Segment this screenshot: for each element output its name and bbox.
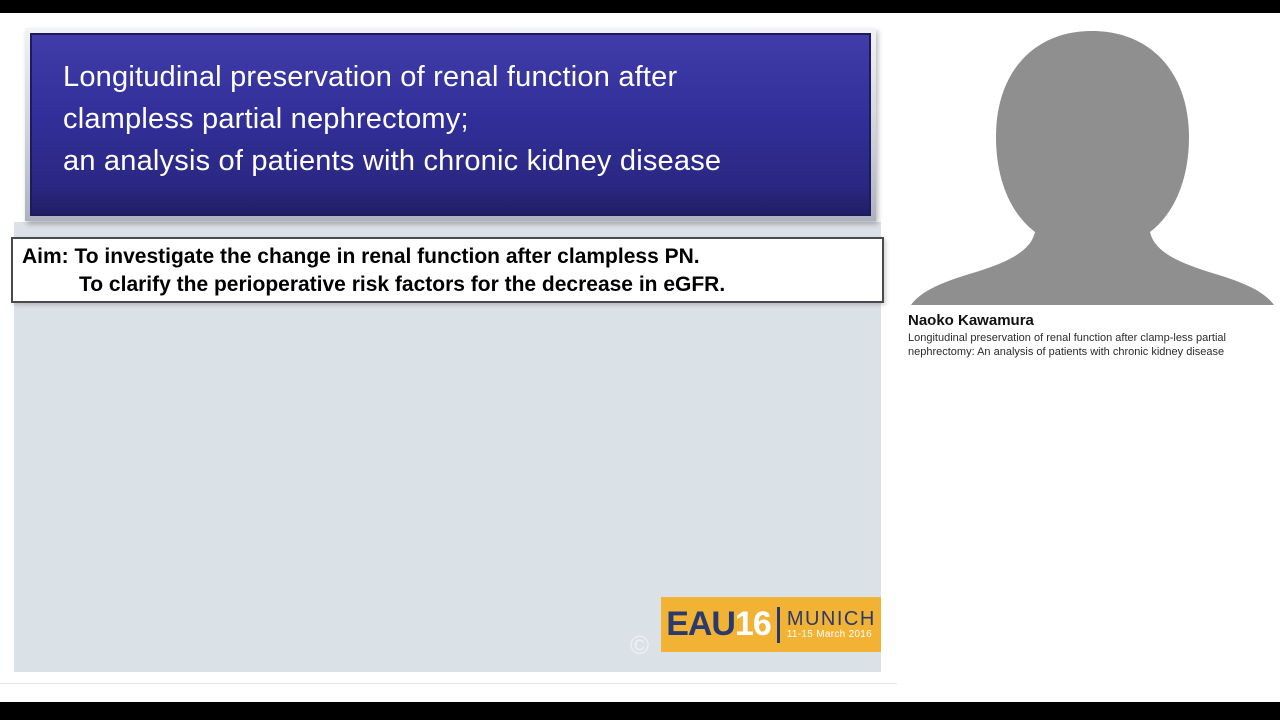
aim-statement-box bbox=[11, 237, 884, 303]
aim-line-2: To clarify the perioperative risk factors for the decrease in eGFR. bbox=[79, 273, 726, 296]
logo-dates-text: 11-15 March 2016 bbox=[786, 628, 873, 640]
slide-title-line-3: an analysis of patients with chronic kidney disease bbox=[63, 145, 722, 177]
slide-title-box-frame bbox=[25, 28, 876, 221]
presentation-title: Longitudinal preservation of renal function after clamp-less partial nephrectomy: An analysis of patients with chronic kidney disease bbox=[908, 332, 1226, 358]
logo-year-text: 16 bbox=[734, 605, 771, 643]
slide-title-line-1: Longitudinal preservation of renal function after bbox=[63, 61, 678, 93]
logo-divider bbox=[777, 607, 780, 643]
logo-city-text: MUNICH bbox=[786, 607, 876, 630]
letterbox-top-bar bbox=[0, 0, 1280, 13]
speaker-avatar bbox=[905, 13, 1280, 305]
player-bottom-rule bbox=[0, 683, 897, 684]
copyright-watermark-icon: © bbox=[630, 630, 650, 660]
person-silhouette-icon bbox=[905, 13, 1280, 305]
speaker-name: Naoko Kawamura bbox=[908, 312, 1034, 329]
slide-title-line-2: clampless partial nephrectomy; bbox=[63, 103, 469, 135]
slide-title-box bbox=[30, 33, 871, 216]
aim-line-1: Aim: To investigate the change in renal function after clampless PN. bbox=[22, 245, 700, 268]
logo-org-text: EAU bbox=[666, 605, 735, 643]
eau16-munich-logo bbox=[661, 597, 881, 652]
slide-viewport[interactable] bbox=[0, 13, 897, 702]
speaker-sidebar bbox=[905, 13, 1280, 702]
letterbox-bottom-bar bbox=[0, 702, 1280, 720]
